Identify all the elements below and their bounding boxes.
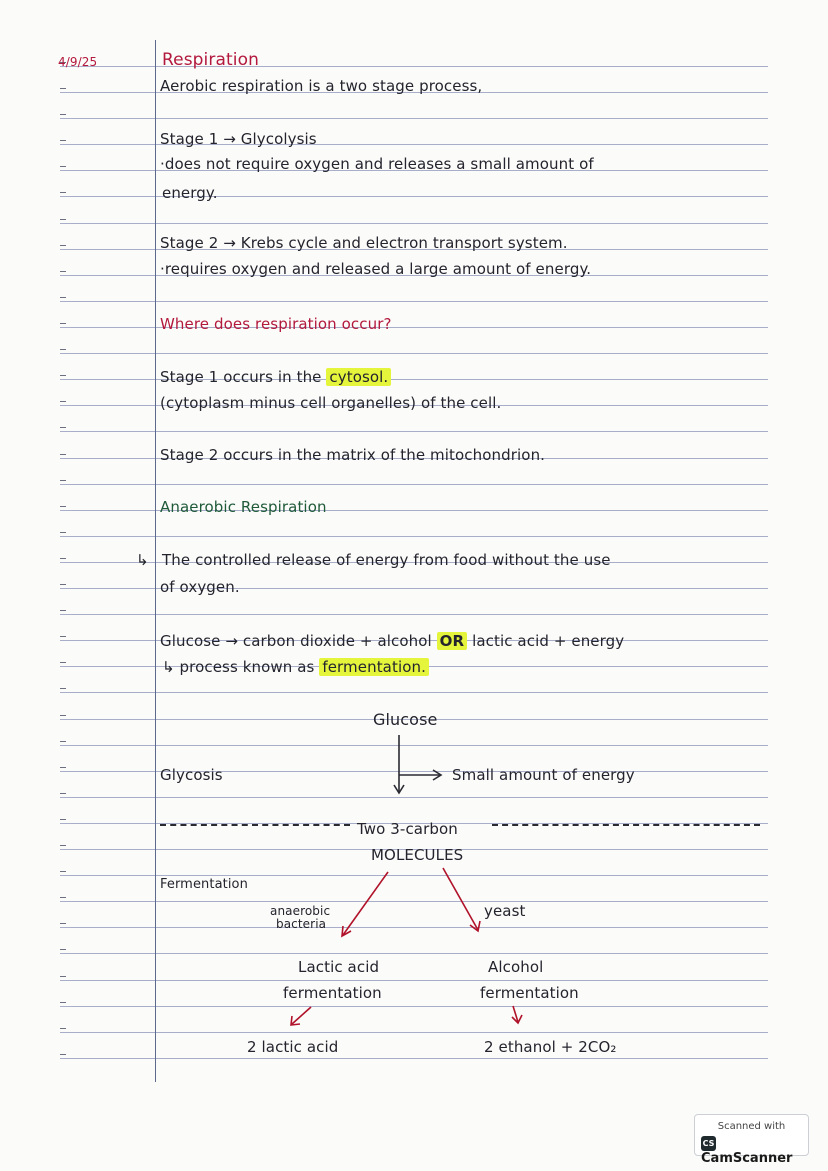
diagram-glycosis-label: Glycosis bbox=[160, 766, 223, 784]
stage2-location: Stage 2 occurs in the matrix of the mitochondrion. bbox=[160, 446, 546, 464]
anaerobic-heading: Anaerobic Respiration bbox=[160, 498, 327, 516]
lactic-product-arrow bbox=[292, 1007, 311, 1024]
scanned-with-text: Scanned with bbox=[717, 1121, 786, 1132]
diagram-anaerobic-2: bacteria bbox=[276, 917, 327, 931]
anaerobic-definition-1: The controlled release of energy from food without the use bbox=[162, 551, 611, 569]
diagram-lactic-product: 2 lactic acid bbox=[247, 1038, 339, 1056]
equation-left: Glucose → carbon dioxide + alcohol bbox=[160, 632, 432, 650]
diagram-small-energy: Small amount of energy bbox=[452, 766, 635, 784]
definition-arrow-icon: ↳ bbox=[136, 551, 149, 569]
process-text: ↳ process known as bbox=[162, 658, 315, 676]
diagram-two-3-carbon: Two 3-carbon bbox=[357, 820, 458, 838]
diagram-lactic-1: Lactic acid bbox=[298, 958, 380, 976]
stage2-line1: ·requires oxygen and released a large amount of energy. bbox=[160, 260, 592, 278]
equation-right: lactic acid + energy bbox=[472, 632, 625, 650]
diagram-ethanol-product: 2 ethanol + 2CO₂ bbox=[484, 1038, 617, 1056]
diagram-yeast: yeast bbox=[484, 902, 526, 920]
intro-text: Aerobic respiration is a two stage process, bbox=[160, 77, 483, 95]
stage1-line1: ·does not require oxygen and releases a small amount of bbox=[160, 155, 594, 173]
stage2-heading: Stage 2 → Krebs cycle and electron transport system. bbox=[160, 234, 568, 252]
cytosol-highlight: cytosol. bbox=[326, 368, 391, 386]
diagram-fermentation-label: Fermentation bbox=[160, 877, 248, 892]
fermentation-highlight: fermentation. bbox=[319, 658, 429, 676]
date: 4/9/25 bbox=[58, 55, 98, 69]
diagram-alcohol-1: Alcohol bbox=[488, 958, 544, 976]
camscanner-text: CamScanner bbox=[701, 1151, 793, 1166]
diagram-glucose: Glucose bbox=[373, 710, 438, 729]
cytoplasm-note: (cytoplasm minus cell organelles) of the cell. bbox=[160, 394, 502, 412]
where-question: Where does respiration occur? bbox=[160, 315, 392, 333]
anaerobic-definition-2: of oxygen. bbox=[160, 578, 240, 596]
stage1-location-text: Stage 1 occurs in the bbox=[160, 368, 322, 386]
page-title: Respiration bbox=[162, 50, 259, 70]
camscanner-logo bbox=[701, 1136, 808, 1166]
to-bacteria-arrow bbox=[343, 872, 388, 935]
diagram-molecules: MOLECULES bbox=[371, 846, 464, 864]
stage1-line2: energy. bbox=[162, 184, 218, 202]
stage1-heading: Stage 1 → Glycolysis bbox=[160, 130, 317, 148]
diagram-lactic-2: fermentation bbox=[283, 984, 382, 1002]
or-highlight: OR bbox=[437, 632, 468, 650]
to-yeast-arrow bbox=[443, 868, 478, 930]
diagram-anaerobic-1: anaerobic bbox=[270, 904, 331, 918]
diagram-alcohol-2: fermentation bbox=[480, 984, 579, 1002]
cs-logo-icon: CS bbox=[701, 1136, 716, 1151]
camscanner-badge bbox=[694, 1114, 809, 1166]
